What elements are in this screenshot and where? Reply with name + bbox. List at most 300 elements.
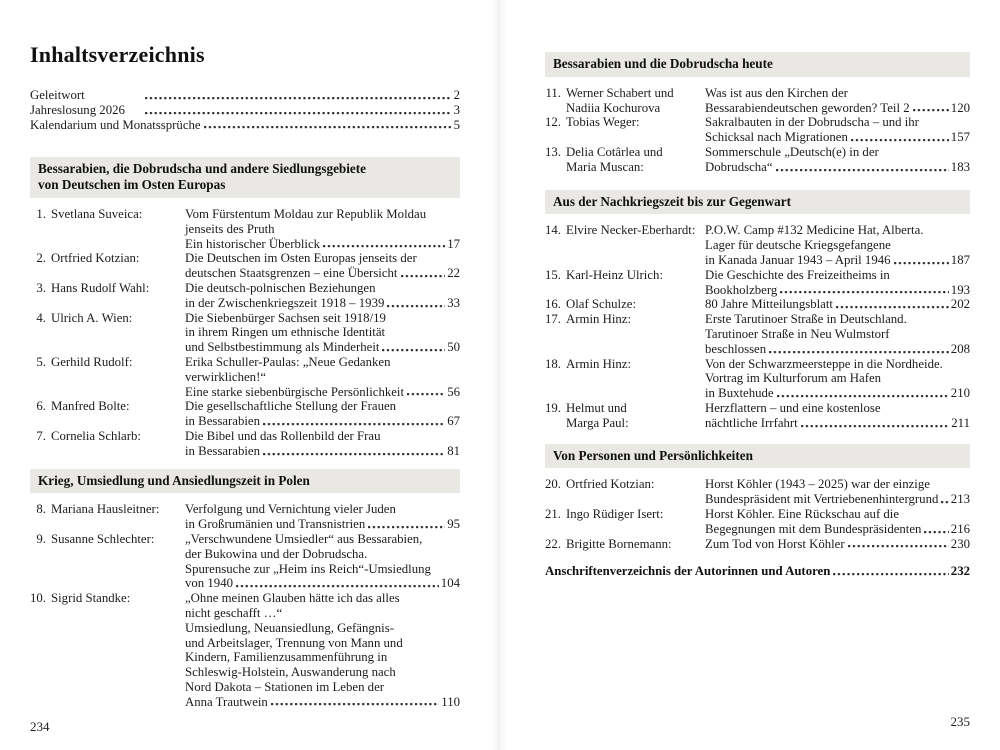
line-text: Bundespräsident mit Vertriebenenhintergrund	[705, 492, 939, 507]
section-header-line: Von Personen und Persönlichkeiten	[553, 447, 753, 463]
entry-titles	[185, 311, 460, 355]
author-line	[545, 507, 705, 522]
author-name: Delia Cotârlea und	[566, 144, 663, 159]
title-line: Vortrag im Kulturforum am Hafen	[705, 371, 882, 386]
page-ref: 81	[447, 443, 460, 458]
leader-line	[185, 340, 460, 355]
line-text: Anna Trautwein	[185, 694, 268, 709]
toc-entry	[545, 401, 970, 431]
author-line	[545, 223, 705, 238]
entry-number: 17.	[545, 312, 561, 327]
title-line: „Ohne meinen Glauben hätte ich das alles	[185, 591, 400, 606]
dot-leader	[382, 340, 445, 355]
section-header-band	[545, 190, 970, 215]
dot-leader	[368, 517, 445, 532]
toc-entry	[545, 357, 970, 401]
title-line: Kindern, Familienzusammenführung in	[185, 650, 388, 665]
line-text: Eine starke siebenbürgische Persönlichkeit	[185, 384, 405, 399]
front-matter-label: Geleitwort	[30, 88, 85, 102]
entry-number: 3.	[36, 280, 46, 295]
author-name: Manfred Bolte:	[51, 399, 130, 414]
author-line	[30, 429, 185, 444]
title-line: Vom Fürstentum Moldau zur Republik Moldau	[185, 206, 427, 221]
leader-line	[705, 537, 970, 552]
folio-left: 234	[30, 719, 50, 735]
author-line	[545, 268, 705, 283]
author-line	[545, 537, 705, 552]
leader-line	[185, 576, 460, 591]
title-line: P.O.W. Camp #132 Medicine Hat, Alberta.	[705, 223, 924, 238]
toc-entry	[30, 591, 460, 709]
section-header-line: Bessarabien, die Dobrudscha und andere Siedlungsgebiete	[38, 161, 367, 177]
page-ref: 157	[950, 130, 970, 145]
author-line	[30, 532, 185, 547]
toc-entry	[545, 115, 970, 145]
leader-line	[705, 342, 970, 357]
dot-leader	[836, 297, 949, 312]
entry-titles	[185, 591, 460, 709]
dot-leader	[777, 386, 949, 401]
author-name: Ulrich A. Wien:	[51, 310, 133, 325]
page-ref: 216	[950, 521, 970, 536]
title-line: nicht geschafft …“	[185, 605, 283, 620]
dot-leader	[204, 118, 452, 133]
author-name: Hans Rudolf Wahl:	[51, 280, 150, 295]
title-line: Die Geschichte des Freizeitheims in	[705, 267, 890, 282]
front-matter-label: Kalendarium und Monatssprüche	[30, 117, 201, 132]
leader-line	[185, 296, 460, 311]
line-text: Bessarabiendeutschen geworden? Teil 2	[705, 100, 910, 115]
entry-number: 12.	[545, 115, 561, 130]
page-ref: 210	[950, 386, 970, 401]
page-ref: 22	[447, 266, 460, 281]
entry-author	[545, 312, 705, 356]
toc-entry	[545, 477, 970, 507]
front-matter	[30, 88, 460, 132]
toc-entry	[30, 502, 460, 532]
author-name: Ortfried Kotzian:	[566, 477, 655, 492]
page-ref: 104	[440, 576, 460, 591]
title-line: in ihrem Ringen um ethnische Identität	[185, 325, 386, 340]
toc-entry	[30, 251, 460, 281]
leader-line	[705, 160, 970, 175]
entry-titles	[185, 399, 460, 429]
entry-author	[30, 207, 185, 251]
entry-titles	[705, 145, 970, 175]
leader-line	[705, 283, 970, 298]
line-text: beschlossen	[705, 341, 767, 356]
leader-line	[185, 414, 460, 429]
author-name: Werner Schabert und	[566, 85, 674, 100]
entry-titles	[705, 268, 970, 298]
right-page	[500, 0, 1000, 750]
author-name: Elvire Necker-Eberhardt:	[566, 223, 696, 238]
entry-number: 1.	[36, 206, 46, 221]
entry-number: 13.	[545, 144, 561, 159]
leader-line	[705, 386, 970, 401]
front-matter-row	[30, 118, 460, 133]
line-text: Begegnungen mit dem Bundespräsidenten	[705, 521, 922, 536]
page-ref: 193	[950, 282, 970, 297]
line-text: in der Zwischenkriegszeit 1918 – 1939	[185, 295, 385, 310]
dot-leader	[236, 576, 439, 591]
leader-line	[705, 130, 970, 145]
author-line	[545, 401, 705, 416]
line-text: 80 Jahre Mitteilungsblatt	[705, 297, 833, 312]
entry-number: 7.	[36, 428, 46, 443]
author-line: Nadiia Kochurova	[566, 100, 661, 115]
toc-entry	[545, 537, 970, 552]
entry-number: 14.	[545, 223, 561, 238]
author-line	[30, 355, 185, 370]
author-name: Ingo Rüdiger Isert:	[566, 506, 664, 521]
front-matter-label: Jahreslosung 2026	[30, 102, 125, 117]
author-name: Ortfried Kotzian:	[51, 251, 140, 266]
leader-line	[705, 101, 970, 116]
page-ref: 3	[453, 102, 460, 117]
leader-line	[185, 266, 460, 281]
title-line: jenseits des Pruth	[185, 221, 275, 236]
entries	[545, 86, 970, 175]
folio-right: 235	[950, 714, 970, 730]
line-text: nächtliche Irrfahrt	[705, 415, 798, 430]
section-header-line: Bessarabien und die Dobrudscha heute	[553, 56, 773, 71]
title-line: Die deutsch-polnischen Beziehungen	[185, 280, 376, 295]
author-line	[30, 281, 185, 296]
page-ref: 213	[950, 492, 970, 507]
entry-number: 10.	[30, 591, 46, 606]
toc-entry	[30, 429, 460, 459]
toc-entry	[545, 507, 970, 537]
entry-author	[545, 357, 705, 401]
entry-author	[30, 532, 185, 591]
leader-line	[705, 253, 970, 268]
dot-leader	[769, 342, 949, 357]
author-name: Olaf Schulze:	[566, 297, 637, 312]
line-text: in Buxtehude	[705, 386, 774, 401]
leader-line	[705, 297, 970, 312]
entry-author	[545, 297, 705, 312]
page-ref: 120	[950, 100, 970, 115]
dot-leader	[776, 160, 949, 175]
entry-titles	[705, 507, 970, 537]
section-header-line: Aus der Nachkriegszeit bis zur Gegenwart	[553, 193, 791, 209]
author-name: Cornelia Schlarb:	[51, 428, 141, 443]
entry-number: 2.	[36, 251, 46, 266]
section-header-band	[545, 444, 970, 469]
entry-author	[545, 86, 705, 116]
dot-leader	[407, 385, 445, 400]
leader-line	[185, 237, 460, 252]
entry-number: 20.	[545, 477, 561, 492]
toc-entry	[545, 312, 970, 356]
entry-author	[30, 429, 185, 459]
entry-number: 21.	[545, 506, 561, 521]
entry-number: 8.	[36, 502, 46, 517]
author-line	[30, 399, 185, 414]
title-line: „Verschwundene Umsiedler“ aus Bessarabien,	[185, 531, 423, 546]
author-line	[545, 312, 705, 327]
entry-titles	[705, 357, 970, 401]
author-line	[30, 311, 185, 326]
entry-number: 19.	[545, 400, 561, 415]
title-line: Nord Dakota – Stationen im Leben der	[185, 679, 385, 694]
entry-author	[30, 591, 185, 709]
line-text: Bookholzberg	[705, 282, 778, 297]
entry-author	[545, 223, 705, 267]
title-line: und Arbeitslager, Trennung von Mann und	[185, 635, 403, 650]
title-line: Horst Köhler. Eine Rückschau auf die	[705, 506, 900, 521]
toc-entry	[545, 145, 970, 175]
title-line: Was ist aus den Kirchen der	[705, 85, 848, 100]
author-line	[545, 357, 705, 372]
title-line: Von der Schwarzmeersteppe in die Nordheide.	[705, 356, 943, 371]
entry-titles	[185, 502, 460, 532]
section-header-line: von Deutschen im Osten Europas	[38, 177, 226, 193]
entry-number: 15.	[545, 267, 561, 282]
author-name: Mariana Hausleitner:	[51, 502, 160, 517]
entry-titles	[185, 207, 460, 251]
entry-author	[545, 507, 705, 537]
entries	[30, 207, 460, 459]
author-line	[30, 251, 185, 266]
title-line: Lager für deutsche Kriegsgefangene	[705, 238, 891, 253]
toc-entry	[30, 207, 460, 251]
entry-author	[545, 145, 705, 175]
entry-number: 11.	[545, 85, 561, 100]
author-name: Svetlana Suveica:	[51, 206, 143, 221]
dot-leader	[387, 296, 445, 311]
toc-entry	[545, 297, 970, 312]
title-line: Herzflattern – und eine kostenlose	[705, 400, 881, 415]
dot-leader	[780, 283, 949, 298]
entry-author	[30, 251, 185, 281]
toc-entry	[30, 355, 460, 399]
line-text: in Bessarabien	[185, 414, 260, 429]
author-line	[545, 297, 705, 312]
dot-leader	[894, 253, 949, 268]
author-name: Tobias Weger:	[566, 115, 640, 130]
entry-titles	[705, 401, 970, 431]
author-line	[545, 145, 705, 160]
dot-leader	[941, 492, 948, 507]
line-text: und Selbstbestimmung als Minderheit	[185, 340, 380, 355]
page-ref: 2	[453, 88, 460, 102]
entry-titles	[705, 477, 970, 507]
dot-leader	[924, 522, 948, 537]
entries	[30, 502, 460, 709]
page-ref: 230	[950, 536, 970, 551]
page-ref: 33	[447, 295, 460, 310]
front-matter-row	[30, 103, 460, 118]
entry-titles	[185, 281, 460, 311]
entry-author	[30, 399, 185, 429]
title-line: Erika Schuller-Paulas: „Neue Gedanken	[185, 354, 391, 369]
right-sections	[545, 52, 970, 551]
line-text: Zum Tod von Horst Köhler	[705, 536, 845, 551]
entries	[545, 477, 970, 551]
author-line	[545, 86, 705, 101]
title-line: Sommerschule „Deutsch(e) in der	[705, 144, 879, 159]
leader-line	[705, 492, 970, 507]
toc-title: Inhaltsverzeichnis	[30, 42, 205, 67]
entry-titles	[705, 86, 970, 116]
dot-leader	[801, 416, 950, 431]
leader-line	[185, 385, 460, 400]
title-line: Sakralbauten in der Dobrudscha – und ihr	[705, 115, 919, 130]
entry-author	[545, 537, 705, 552]
page-ref: 187	[950, 252, 970, 267]
dot-leader	[145, 103, 452, 118]
entry-titles	[705, 312, 970, 356]
dot-leader	[401, 266, 446, 281]
title-line: Schleswig-Holstein, Auswanderung nach	[185, 665, 396, 680]
toc-entry	[545, 223, 970, 267]
entry-titles	[185, 355, 460, 399]
author-name: Karl-Heinz Ulrich:	[566, 267, 664, 282]
line-text: deutschen Staatsgrenzen – eine Übersicht	[185, 266, 398, 281]
toc-section	[545, 444, 970, 552]
author-name: Sigrid Standke:	[51, 591, 131, 606]
dot-leader	[913, 101, 949, 116]
entry-number: 6.	[36, 399, 46, 414]
entry-titles	[185, 532, 460, 591]
entries	[545, 223, 970, 430]
entry-author	[30, 281, 185, 311]
leader-line	[705, 416, 970, 431]
leader-line	[185, 695, 460, 710]
entry-titles	[705, 297, 970, 312]
title-line: Tarutinoer Straße in Neu Wulmstorf	[705, 326, 890, 341]
title-line: Die Siebenbürger Sachsen seit 1918/19	[185, 310, 386, 325]
page-ref: 17	[447, 236, 460, 251]
dot-leader	[263, 414, 445, 429]
address-directory-label: Anschriftenverzeichnis der Autorinnen und Autoren	[545, 564, 831, 579]
title-line: Verfolgung und Vernichtung vieler Juden	[185, 502, 396, 517]
page-ref: 110	[441, 694, 460, 709]
title-line: Spurensuche zur „Heim ins Reich“-Umsiedlung	[185, 561, 431, 576]
left-sections	[30, 157, 460, 709]
title-line: der Bukowina und der Dobrudscha.	[185, 546, 368, 561]
author-line	[30, 207, 185, 222]
entry-titles	[705, 115, 970, 145]
line-text: in Kanada Januar 1943 – April 1946	[705, 252, 891, 267]
leader-line	[185, 444, 460, 459]
section-header-band	[30, 469, 460, 494]
entry-number: 18.	[545, 356, 561, 371]
title-line: Die Bibel und das Rollenbild der Frau	[185, 428, 381, 443]
toc-section	[30, 469, 460, 710]
author-line: Maria Muscan:	[566, 159, 644, 174]
dot-leader	[851, 130, 949, 145]
toc-section	[30, 157, 460, 458]
author-line	[545, 115, 705, 130]
title-line: Die Deutschen im Osten Europas jenseits der	[185, 251, 417, 266]
address-directory-line	[545, 564, 970, 579]
entry-author	[545, 401, 705, 431]
entry-number: 4.	[36, 310, 46, 325]
section-header-line: Krieg, Umsiedlung und Ansiedlungszeit in Polen	[38, 472, 310, 488]
author-line	[30, 502, 185, 517]
entry-author	[545, 268, 705, 298]
entry-author	[30, 311, 185, 355]
toc-entry	[30, 281, 460, 311]
line-text: in Bessarabien	[185, 443, 260, 458]
entry-titles	[185, 429, 460, 459]
section-header-band	[30, 157, 460, 198]
author-name: Helmut und	[566, 400, 627, 415]
entry-number: 16.	[545, 297, 561, 312]
leader-line	[185, 517, 460, 532]
author-name: Gerhild Rudolf:	[51, 354, 133, 369]
author-name: Armin Hinz:	[566, 312, 632, 327]
address-directory-page-ref: 232	[950, 564, 970, 579]
entry-number: 22.	[545, 536, 561, 551]
entry-titles	[185, 251, 460, 281]
toc-section	[545, 190, 970, 431]
front-matter-row	[30, 88, 460, 103]
leader-line	[705, 522, 970, 537]
author-line	[30, 591, 185, 606]
page-ref: 202	[950, 297, 970, 312]
title-line: verwirklichen!“	[185, 369, 267, 384]
page-ref: 95	[447, 517, 460, 532]
dot-leader	[145, 88, 452, 103]
page-ref: 67	[447, 414, 460, 429]
entry-number: 9.	[36, 531, 46, 546]
section-header-band	[545, 52, 970, 77]
toc-entry	[30, 311, 460, 355]
author-line: Marga Paul:	[566, 415, 629, 430]
entry-titles	[705, 537, 970, 552]
line-text: von 1940	[185, 576, 233, 591]
page-ref: 56	[447, 384, 460, 399]
title-line: Die gesellschaftliche Stellung der Frauen	[185, 399, 397, 414]
toc-section	[545, 52, 970, 175]
title-line: Erste Tarutinoer Straße in Deutschland.	[705, 312, 907, 327]
entry-author	[545, 115, 705, 145]
entry-author	[30, 355, 185, 399]
entry-titles	[705, 223, 970, 267]
entry-number: 5.	[36, 354, 46, 369]
page-ref: 208	[950, 341, 970, 356]
line-text: Ein historischer Überblick	[185, 236, 321, 251]
dot-leader	[271, 695, 439, 710]
line-text: Schicksal nach Migrationen	[705, 130, 848, 145]
page-ref: 5	[453, 117, 460, 132]
entry-author	[30, 502, 185, 532]
line-text: Dobrudscha“	[705, 159, 773, 174]
author-name: Armin Hinz:	[566, 356, 632, 371]
title-line: Umsiedlung, Neuansiedlung, Gefängnis-	[185, 620, 394, 635]
title-line: Horst Köhler (1943 – 2025) war der einzige	[705, 477, 930, 492]
page-ref: 183	[950, 159, 970, 174]
author-line	[545, 477, 705, 492]
dot-leader	[833, 564, 948, 579]
dot-leader	[848, 537, 949, 552]
page-ref: 50	[447, 340, 460, 355]
dot-leader	[263, 444, 445, 459]
page-ref: 211	[951, 415, 970, 430]
dot-leader	[323, 237, 445, 252]
toc-entry	[30, 532, 460, 591]
toc-entry	[30, 399, 460, 429]
author-name: Brigitte Bornemann:	[566, 536, 672, 551]
line-text: in Großrumänien und Transnistrien	[185, 517, 366, 532]
toc-entry	[545, 86, 970, 116]
author-name: Susanne Schlechter:	[51, 531, 155, 546]
entry-author	[545, 477, 705, 507]
